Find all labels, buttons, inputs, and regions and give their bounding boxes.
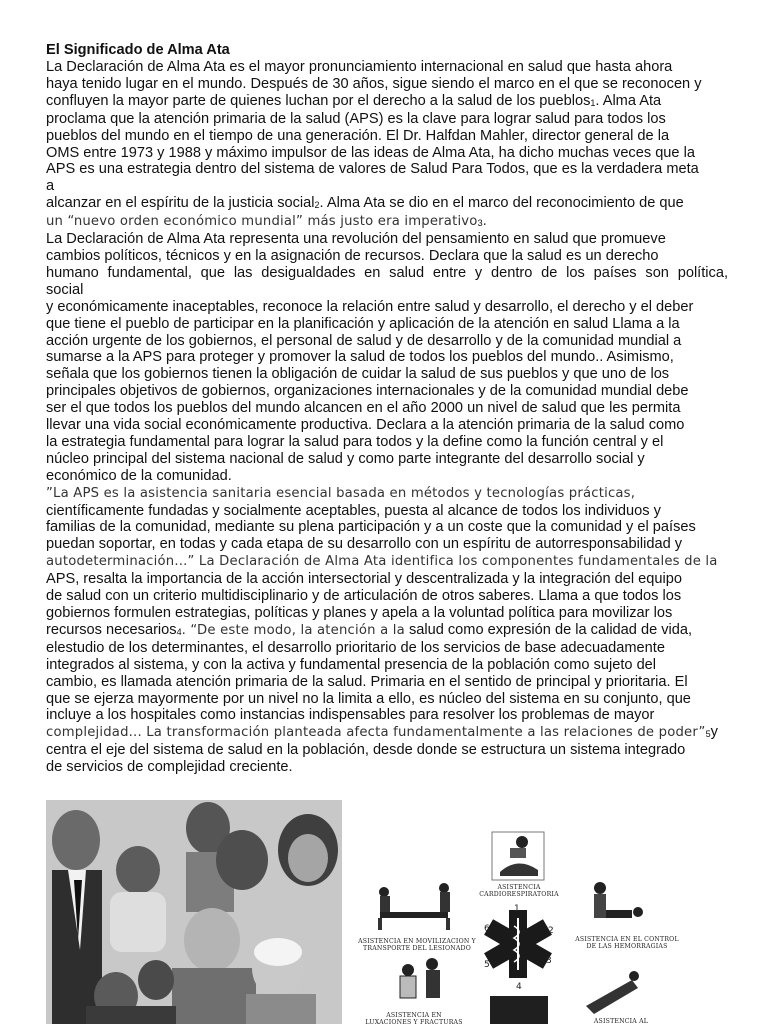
text-run: haya tenido lugar en el mundo. Después de 30 años, sigue siendo el marco en el que se reconocen y [46, 75, 702, 92]
text-run: científicamente fundadas y socialmente aceptables, puesta al alcance de todos los individuos y [46, 502, 661, 519]
text-run: salud como expresión de la calidad de vida, [404, 621, 693, 638]
text-run: centra el eje del sistema de salud en la población, desde donde se estructura un sistema integrado [46, 742, 686, 759]
text-run: complejidad... La transformación planteada afecta fundamentalmente a las relaciones de poder” [46, 725, 706, 741]
text-line [46, 93, 728, 111]
text-run: social [46, 281, 84, 298]
text-run: OMS entre 1973 y 1988 y máximo impulsor de las ideas de Alma Ata, ha dicho muchas veces que la [46, 144, 695, 161]
footnote-marker: 3 [477, 218, 483, 229]
first-aid-diagram [350, 826, 690, 1024]
text-run: un “nuevo orden económico mundial” más justo era imperativo [46, 214, 478, 230]
text-line [46, 417, 728, 434]
text-line [46, 657, 728, 674]
text-run: . “De este modo, la atención a la [181, 622, 405, 638]
document-body [46, 42, 728, 776]
text-run: proclama que la atención primaria de la salud (APS) es la clave para lograr salud para todos los [46, 110, 666, 127]
text-line [46, 434, 728, 451]
caption-luxaciones: ASISTENCIA EN LUXACIONES Y FRACTURAS [365, 1012, 463, 1026]
number-5: 5 [484, 960, 490, 970]
text-line [46, 128, 728, 145]
text-line [46, 605, 728, 622]
text-run: gobiernos formulen estrategias, políticas y planes y apela a la voluntad política para movilizar los [46, 605, 673, 621]
text-run: La Declaración de Alma Ata representa una revolución del pensamiento en salud que promueve [46, 231, 666, 248]
text-line [46, 59, 728, 76]
text-run: autodeterminación...” La Declaración de Alma Ata identifica los componentes fundamentales de la [46, 554, 718, 570]
text-line [46, 145, 728, 162]
footnote-marker: 4 [176, 626, 182, 637]
caption-movilizacion: ASISTENCIA EN MOVILIZACION Y TRANSPORTE DEL LESIONADO [358, 938, 476, 952]
caption-al: ASISTENCIA AL [593, 1018, 649, 1025]
text-line [46, 383, 728, 400]
text-run: principales objetivos de gobiernos, organizaciones internacionales y de la comunidad mundial debe [46, 383, 689, 400]
text-line [46, 282, 728, 299]
first-aid-drawing [350, 826, 690, 1024]
text-run: incluye a los hospitales como instancias indispensables para resolver los problemas de mayor [46, 707, 655, 724]
text-line [46, 485, 728, 503]
text-line [46, 111, 728, 128]
text-line [46, 76, 728, 93]
text-run: . [482, 214, 487, 230]
text-run: puedan soportar, en todas y cada etapa de su desarrollo con un espíritu de autorresponsabilidad y [46, 536, 683, 553]
text-line [46, 468, 728, 485]
text-run: la estrategia fundamental para lograr la salud para todos y la define como la función central y el [46, 433, 664, 450]
text-run: y [710, 724, 718, 741]
text-run: núcleo principal del sistema nacional de salud y como parte integrante del desarrollo social y [46, 450, 645, 467]
text-run: humano fundamental, que las desigualdades en salud entre y dentro de los países son política, [46, 264, 728, 281]
text-run: señala que los gobiernos tienen la obligación de cuidar la salud de sus pueblos y que uno de los [46, 366, 670, 383]
text-line [46, 674, 728, 691]
text-run: acción urgente de los gobiernos, el personal de salud y de desarrollo y de la comunidad mundial a [46, 332, 682, 349]
text-line [46, 553, 728, 571]
footnote-marker: 5 [705, 729, 711, 740]
caption-hemorragias: ASISTENCIA EN EL CONTROL DE LAS HEMORRAGIAS [575, 936, 679, 950]
text-run: sumarse a la APS para proteger y promover la salud de todos los pueblos del mundo.. Asimismo, [46, 349, 674, 366]
text-run: APS es una estrategia dentro del sistema de valores de Salud Para Todos, que es la verdadera meta [46, 161, 699, 178]
text-line [46, 622, 728, 640]
text-run: recursos necesarios [46, 621, 177, 638]
footnote-marker: 2 [314, 200, 320, 211]
text-line [46, 213, 728, 231]
text-run: que tiene el pueblo de participar en la planificación y aplicación de la atención en salud Llama a la [46, 315, 680, 332]
page-title: El Significado de Alma Ata [46, 42, 230, 58]
number-2: 2 [548, 926, 554, 936]
text-line [46, 178, 728, 195]
text-run: cambio, es llamada atención primaria de la salud. Primaria en el sentido de principal y prioritaria. El [46, 673, 688, 690]
text-run: de servicios de complejidad creciente. [46, 759, 293, 776]
text-line [46, 588, 728, 605]
text-run: La Declaración de Alma Ata es el mayor pronunciamiento internacional en salud que hasta ahora [46, 59, 673, 75]
text-run: llevar una vida social económicamente productiva. Declara a la atención primaria de la salud como [46, 417, 685, 434]
text-line [46, 195, 728, 213]
text-line [46, 316, 728, 333]
text-line [46, 161, 728, 178]
text-run: de salud con un criterio multidisciplinario y de articulación de otros saberes. Llama a que todos los [46, 588, 682, 605]
text-line [46, 707, 728, 724]
text-run: elestudio de los determinantes, el desarrollo prioritario de los servicios de base adecuadamente [46, 639, 665, 656]
text-run: integrados al sistema, y con la activa y fundamental presencia de la población como sujeto del [46, 656, 657, 673]
text-line [46, 724, 728, 742]
text-line [46, 640, 728, 657]
text-line [46, 742, 728, 759]
text-line [46, 248, 728, 265]
text-run: . Alma Ata [595, 92, 662, 109]
text-line [46, 691, 728, 708]
text-run: alcanzar en el espíritu de la justicia social [46, 195, 315, 212]
people-collage-image [46, 800, 342, 1024]
footnote-marker: 1 [590, 97, 596, 108]
text-line [46, 759, 728, 776]
text-line [46, 503, 728, 520]
text-line [46, 231, 728, 248]
text-line [46, 519, 728, 536]
number-6: 6 [484, 924, 490, 934]
text-run: que se ejerza mayormente por un nivel no la limita a ello, es núcleo del sistema en su conjunto, que [46, 690, 691, 707]
text-line [46, 349, 728, 366]
text-line [46, 536, 728, 553]
text-line [46, 400, 728, 417]
text-run: cambios políticos, técnicos y en la asignación de recursos. Declara que la salud es un derecho [46, 247, 659, 264]
text-line [46, 571, 728, 588]
text-line [46, 366, 728, 383]
text-run: y económicamente inaceptables, reconoce la relación entre salud y desarrollo, el derecho y el deber [46, 298, 694, 315]
text-line [46, 265, 728, 282]
number-3: 3 [546, 956, 552, 966]
text-line [46, 451, 728, 468]
text-run: a [46, 178, 55, 195]
text-run: ”La APS es la asistencia sanitaria esencial basada en métodos y tecnologías prácticas, [46, 485, 636, 501]
text-run: pueblos del mundo en el tiempo de una generación. El Dr. Halfdan Mahler, director general de la [46, 127, 670, 144]
text-run: familias de la comunidad, mediante su plena participación y a un coste que la comunidad y el países [46, 519, 696, 536]
text-run: . Alma Ata se dio en el marco del reconocimiento de que [319, 195, 684, 212]
text-line [46, 333, 728, 350]
text-line [46, 299, 728, 316]
caption-cardio: ASISTENCIA CARDIORESPIRATORIA [479, 884, 559, 898]
paragraph-lines [46, 59, 728, 776]
number-4: 4 [516, 982, 522, 992]
number-1: 1 [514, 904, 520, 914]
text-run: confluyen la mayor parte de quienes luchan por el derecho a la salud de los pueblos [46, 92, 591, 109]
text-run: ser el que todos los pueblos del mundo alcancen en el año 2000 un nivel de salud que les permita [46, 400, 681, 417]
collage-drawing [46, 800, 342, 1024]
text-run: APS, resalta la importancia de la acción intersectorial y descentralizada y la integración del equipo [46, 571, 682, 588]
text-run: económico de la comunidad. [46, 467, 232, 484]
